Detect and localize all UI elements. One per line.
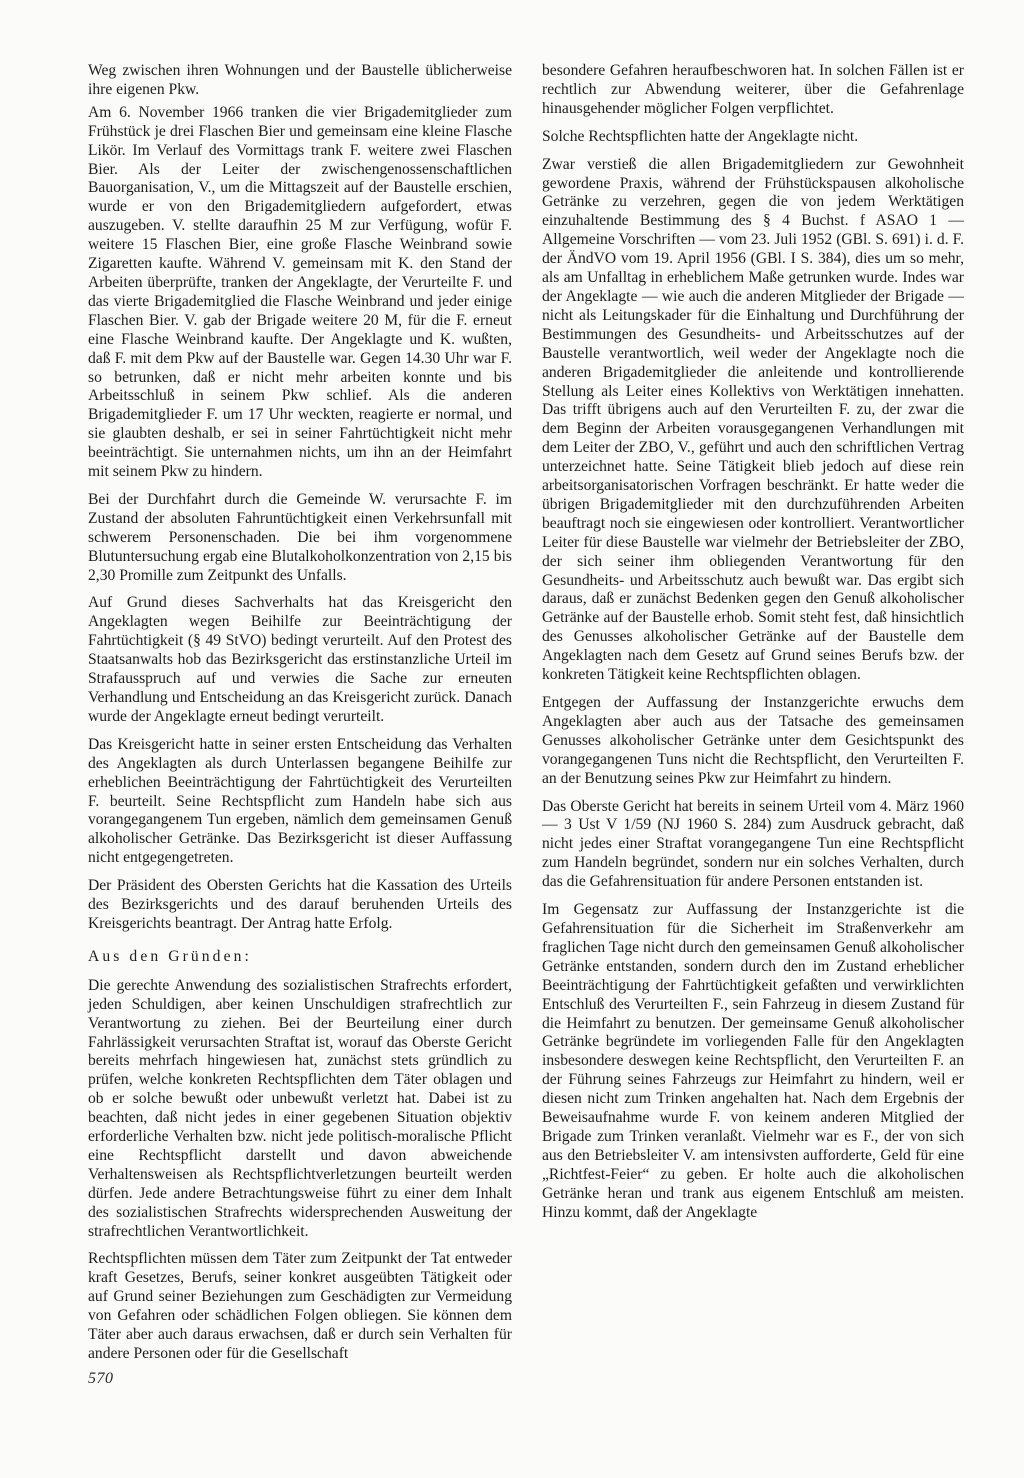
paragraph: Zwar verstieß die allen Brigademitgliedern zur Gewohnheit gewordene Praxis, während der Frühstückspausen alkoholische Getränke zu verzehren, gegen die von jedem Werktätigen einzuhaltende Bestimmung des § 4 Buchst. f ASAO 1 — Allgemeine Vorschriften — vom 23. Juli 1952 (GBl. S. 691) i. d. F. der ÄndVO vom 19. April 1956 (GBl. I S. 384), dies um so mehr, als am Unfalltag in erheblichem Maße getrunken wurde. Indes war der Angeklagte — wie auch die anderen Mitglieder der Brigade — nicht als Leitungskader für die Einhaltung und Durchführung der Bestimmungen des Gesundheits- und Arbeitsschutzes auf der Baustelle verantwortlich, weil weder der Angeklagte noch die anderen Brigademitglieder die anleitende und kontrollierende Stellung als Leiter eines Kollektivs von Werktätigen innehatten. Das trifft übrigens auch auf den Verurteilten F. zu, der zwar die dem Beginn der Arbeiten vorausgegangenen Verhandlungen mit dem Leiter der ZBO, V., geführt und auch den schriftlichen Vertrag unterzeichnet hatte. Seine Tätigkeit blieb jedoch auf diese rein arbeitsorganisatorischen Vorfragen beschränkt. Er hatte weder die übrigen Brigademitglieder mit den durchzuführenden Arbeiten beauftragt noch sie eingewiesen oder kontrolliert. Verantwortlicher Leiter für diese Baustelle war vielmehr der Betriebsleiter der ZBO, der sich seiner ihm obliegenden Verantwortung für den Gesundheits- und Arbeitsschutz auch bewußt war. Das ergibt sich daraus, daß er zunächst Bedenken gegen den Genuß alkoholischer Getränke auf der Baustelle erhob. Somit steht fest, daß hinsichtlich des Genusses alkoholischer Getränke auf der Baustelle dem Angeklagten nach dem Gesetz auf Grund seines Berufs bzw. der konkreten Tätigkeit keine Rechtspflichten oblagen. (542, 155, 964, 684)
paragraph: Der Präsident des Obersten Gerichts hat die Kassation des Urteils des Bezirksgerichts und des darauf beruhenden Urteils des Kreisgerichts beantragt. Der Antrag hatte Erfolg. (88, 877, 512, 932)
paragraph: Die gerechte Anwendung des sozialistischen Strafrechts erfordert, jeden Schuldigen, aber keinen Unschuldigen strafrechtlich zur Verantwortung zu ziehen. Bei der Beurteilung einer durch Fahrlässigkeit verursachten Straftat ist, worauf das Oberste Gericht bereits mehrfach hingewiesen hat, zunächst stets gründlich zu prüfen, welche konkreten Rechtspflichten dem Täter oblagen und ob er solche bewußt oder unbewußt verletzt hat. Dabei ist zu beachten, daß nicht jedes in einer gegebenen Situation objektiv erforderliche Verhalten bzw. nicht jede politisch-moralische Pflicht eine Rechtspflicht darstellt und davon abweichende Verhaltensweisen als Rechtspflichtverletzungen beurteilt werden dürfen. Jede andere Betrachtungsweise führt zu einer dem Inhalt des sozialistischen Strafrechts widersprechenden Ausweitung der strafrechtlichen Verantwortlichkeit. (88, 976, 512, 1240)
paragraph: Im Gegensatz zur Auffassung der Instanzgerichte ist die Gefahrensituation für die Sicherheit im Straßenverkehr am fraglichen Tage nicht durch den gemeinsamen Genuß alkoholischer Getränke entstanden, sondern durch den im Zustand erheblicher Beeinträchtigung der Fahrtüchtigkeit gefaßten und verwirklichten Entschluß des Verurteilten F., sein Fahrzeug in diesem Zustand für die Heimfahrt zu benutzen. Der gemeinsame Genuß alkoholischer Getränke begründete im vorliegenden Falle für den Angeklagten insbesondere deswegen keine Rechtspflicht, den Verurteilten F. an der Führung seines Fahrzeugs zur Heimfahrt zu hindern, weil er diesen nicht zum Trinken angehalten hat. Nach dem Ergebnis der Beweisaufnahme wurde F. von keinem anderen Mitglied der Brigade zum Trinken veranlaßt. Vielmehr war es F., der von sich aus den Betriebsleiter V. am intensivsten aufforderte, Geld für eine „Richtfest-Feier“ zu geben. Er holte auch die alkoholischen Getränke heran und trank aus eigenem Entschluß am meisten. Hinzu kommt, daß der Angeklagte (542, 901, 964, 1221)
paragraph: Rechtspflichten müssen dem Täter zum Zeitpunkt der Tat entweder kraft Gesetzes, Berufs, seiner konkret ausgeübten Tätigkeit oder auf Grund seiner Beziehungen zum Geschädigten zur Vermeidung von Gefahren oder schädlichen Folgen obliegen. Sie können dem Täter aber auch daraus erwachsen, daß er durch sein Verhalten für andere Personen oder für die Gesellschaft (88, 1250, 512, 1362)
right-column (542, 62, 964, 1231)
paragraph: Am 6. November 1966 tranken die vier Brigademitglieder zum Frühstück je drei Flaschen Bier und gemeinsam eine kleine Flasche Likör. Im Verlauf des Vormittags trank F. weitere zwei Flaschen Bier. Als der Leiter der zwischengenossenschaftlichen Bauorganisation, V., um die Mittagszeit auf der Baustelle erschien, wurde er von den Brigademitgliedern aufgefordert, etwas auszugeben. V. stellte daraufhin 25 M zur Verfügung, wofür F. weitere 15 Flaschen Bier, eine große Flasche Weinbrand sowie Zigaretten kaufte. Während V. gemeinsam mit K. den Stand der Arbeiten überprüfte, tranken der Angeklagte, der Verurteilte F. und das vierte Brigademitglied die Flasche Weinbrand und jeder einige Flaschen Bier. V. gab der Brigade weitere 20 M, für die F. erneut eine Flasche Weinbrand kaufte. Der Angeklagte und K. wußten, daß F. mit dem Pkw auf der Baustelle war. Gegen 14.30 Uhr war F. so betrunken, daß er nicht mehr arbeiten konnte und bis Arbeitsschluß in seinem Pkw schlief. Als die anderen Brigademitglieder F. um 17 Uhr weckten, reagierte er normal, und sie glaubten deshalb, er sei in seiner Fahrtüchtigkeit nicht mehr beeinträchtigt. Sie unternahmen nichts, um ihn an der Heimfahrt mit seinem Pkw zu hindern. (88, 103, 512, 481)
paragraph: Entgegen der Auffassung der Instanzgerichte erwuchs dem Angeklagten aber auch aus der Tatsache des gemeinsamen Genusses alkoholischer Getränke unter dem Gesichtspunkt des vorangegangenen Tuns nicht die Rechtspflicht, den Verurteilten F. an der Benutzung seines Pkw zur Heimfahrt zu hindern. (542, 694, 964, 787)
page-number: 570 (88, 1370, 114, 1387)
paragraph: Bei der Durchfahrt durch die Gemeinde W. verursachte F. im Zustand der absoluten Fahruntüchtigkeit einen Verkehrsunfall mit schwerem Personenschaden. Die bei ihm vorgenommene Blutuntersuchung ergab eine Blutalkoholkonzentration von 2,15 bis 2,30 Promille zum Zeitpunkt des Unfalls. (88, 490, 512, 584)
paragraph: Auf Grund dieses Sachverhalts hat das Kreisgericht den Angeklagten wegen Beihilfe zur Beeinträchtigung der Fahrtüchtigkeit (§ 49 StVO) bedingt verurteilt. Auf den Protest des Staatsanwalts hob das Bezirksgericht das erstinstanzliche Urteil im Strafausspruch auf und verwies die Sache zur erneuten Verhandlung und Entscheidung an das Kreisgericht zurück. Danach wurde der Angeklagte erneut bedingt verurteilt. (88, 594, 512, 725)
section-heading: Aus den Gründen: (88, 947, 252, 965)
paragraph: besondere Gefahren heraufbeschworen hat. In solchen Fällen ist er rechtlich zur Abwendung weiterer, über die Gefahrenlage hinausgehender möglicher Folgen verpflichtet. (542, 62, 964, 117)
paragraph: Weg zwischen ihren Wohnungen und der Baustelle üblicherweise ihre eigenen Pkw. (88, 62, 512, 98)
left-column (88, 62, 512, 1373)
paragraph: Das Kreisgericht hatte in seiner ersten Entscheidung das Verhalten des Angeklagten als durch Unterlassen begangene Beihilfe zur erheblichen Beeinträchtigung der Fahrtüchtigkeit des Verurteilten F. beurteilt. Seine Rechtspflicht zum Handeln habe sich aus vorangegangenem Tun ergeben, nämlich dem gemeinsamen Genuß alkoholischer Getränke. Das Bezirksgericht ist dieser Auffassung nicht entgegengetreten. (88, 735, 512, 867)
paragraph: Das Oberste Gericht hat bereits in seinem Urteil vom 4. März 1960 — 3 Ust V 1/59 (NJ 1960 S. 284) zum Ausdruck gebracht, daß nicht jedes einer Straftat vorangegangene Tun eine Rechtspflicht zum Handeln begründet, sondern nur ein solches Verhalten, durch das die Gefahrensituation für andere Personen entstanden ist. (542, 797, 964, 891)
paragraph: Solche Rechtspflichten hatte der Angeklagte nicht. (542, 127, 859, 145)
